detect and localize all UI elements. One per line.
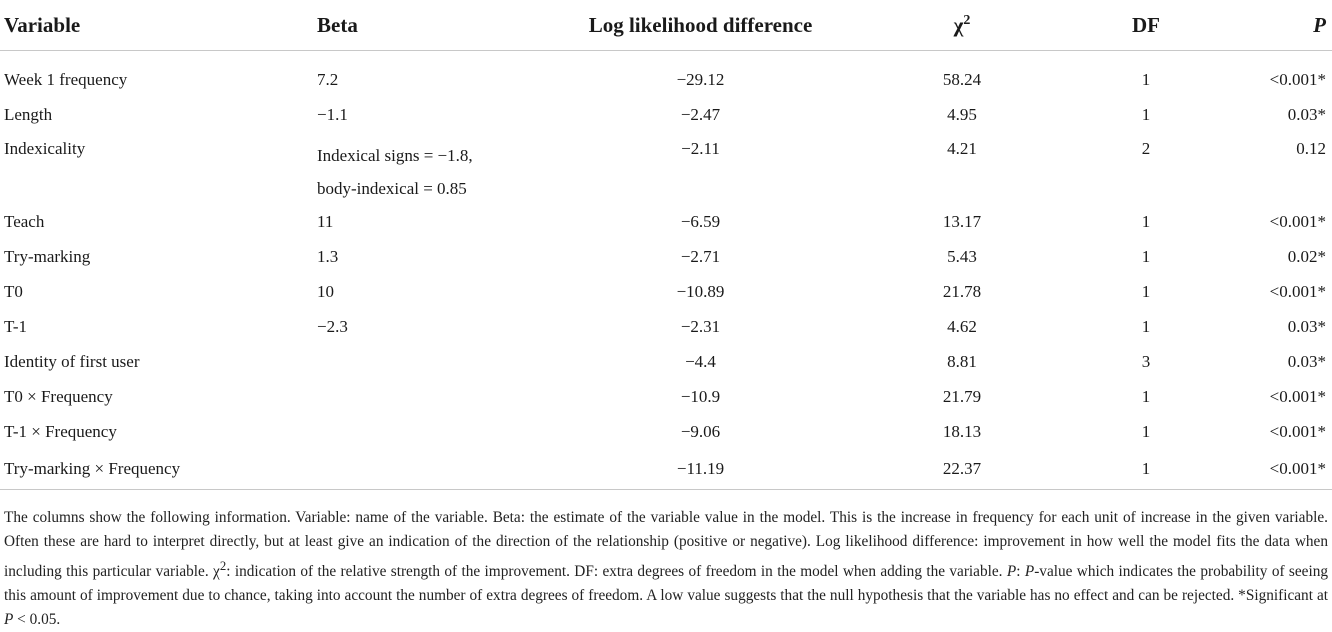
cell-chi-square: 4.95 [947,105,977,124]
cell-chi-square: 4.62 [947,317,977,336]
cell-df: 1 [1141,212,1151,231]
cell-p-value: <0.001* [1269,282,1326,301]
chi-symbol: χ [953,12,964,37]
cell-log-likelihood: −10.89 [676,282,725,301]
header-log-likelihood: Log likelihood difference [543,0,858,51]
cell-beta [313,98,543,133]
cell-variable: Try-marking [4,247,91,266]
cell-chi-square: 13.17 [942,212,982,231]
cell-p-value: <0.001* [1226,450,1332,490]
cell-log-likelihood: −2.71 [680,247,721,266]
cell-variable: Identity of first user [4,352,140,371]
footnote-p-italic-1: P [1006,563,1017,581]
cell-beta-line: 10 [317,282,334,301]
cell-variable: Week 1 frequency [4,70,128,90]
cell-variable: T0 [4,282,23,301]
header-df: DF [1066,0,1226,51]
cell-p-value: 0.02* [1287,247,1326,266]
table-row [0,310,1332,345]
cell-log-likelihood: −6.59 [680,212,721,231]
header-p: P [1226,0,1332,51]
cell-beta-line: 1.3 [317,247,339,266]
cell-beta [313,415,543,450]
cell-log-likelihood: −2.11 [681,138,720,158]
cell-log-likelihood: −10.9 [680,387,721,406]
cell-beta [313,51,543,98]
cell-df: 1 [1141,387,1151,406]
cell-chi-square: 22.37 [858,450,1066,490]
footnote-text-2: : indication of the relative strength of the improvement. DF: extra degrees of freedom in the model when adding the variable. [226,563,1007,581]
header-chi-square [858,0,1066,51]
table-row [0,275,1332,310]
header-variable: Variable [0,0,313,51]
cell-p-value: 0.03* [1287,317,1326,336]
cell-beta-line: 11 [317,212,334,231]
cell-log-likelihood: −4.4 [685,352,716,371]
cell-log-likelihood: −2.47 [680,105,721,124]
cell-beta-line: −2.3 [317,317,348,336]
cell-log-likelihood: −11.19 [543,450,858,490]
cell-chi-square: 8.81 [947,352,977,371]
cell-beta [313,275,543,310]
table-row [0,450,1332,490]
cell-variable: Indexicality [4,138,86,158]
cell-p-value: 0.03* [1287,105,1326,124]
cell-variable: T-1 [4,317,27,336]
cell-beta [313,205,543,240]
cell-beta [313,380,543,415]
header-beta: Beta [313,0,543,51]
cell-df: 1 [1066,450,1226,490]
table-row [0,415,1332,450]
table-row [0,345,1332,380]
table-footnote [4,506,1328,632]
cell-log-likelihood: −9.06 [680,422,721,441]
cell-p-value: 0.03* [1287,352,1326,371]
cell-variable: Teach [4,212,45,231]
cell-beta-line: body-indexical = 0.85 [317,178,467,198]
cell-p-value: <0.001* [1269,387,1326,406]
cell-chi-square: 4.21 [947,138,977,158]
cell-log-likelihood: −29.12 [676,70,725,90]
footnote-chi-superscript: 2 [219,559,227,573]
cell-p-value: <0.001* [1269,212,1326,231]
cell-log-likelihood: −2.31 [680,317,721,336]
cell-df: 1 [1141,247,1151,266]
table-header [0,0,1332,51]
footnote-p-italic-3: P [4,611,14,629]
cell-beta [313,450,543,490]
cell-df: 1 [1141,282,1151,301]
header-row [0,0,1332,51]
cell-p-value: <0.001* [1269,422,1326,441]
cell-p-value: 0.12 [1296,138,1326,158]
cell-variable: T0 × Frequency [4,387,113,406]
footnote-text-1: The columns show the following information. Variable: name of the variable. Beta: the estimate of the variable value in the model. This is the increase in frequency for each unit of increase in the given variable. Often these are hard to interpret directly, but at least give an indication of the direction of the relationship (positive or negative). Log likelihood difference: improvement in how well the model fits the data when including this particular variable. χ [4,509,1328,581]
cell-p-value: <0.001* [1269,70,1326,90]
cell-chi-square: 21.78 [942,282,982,301]
cell-chi-square: 58.24 [942,70,982,90]
cell-beta [313,310,543,345]
cell-chi-square: 5.43 [947,247,977,266]
cell-df: 2 [1141,138,1151,158]
table-body [0,51,1332,490]
footnote-text-4: -value which indicates the probability of seeing this amount of improvement due to chance, taking into account the number of extra degrees of freedom. A low value suggests that the null hypothesis that the variable has no effect and can be rejected. *Significant at [4,563,1329,605]
chi-superscript: 2 [963,12,971,28]
cell-variable: Try-marking × Frequency [0,450,313,490]
table-row [0,205,1332,240]
cell-chi-square: 21.79 [942,387,982,406]
cell-df: 1 [1141,422,1151,441]
cell-variable: Length [4,105,53,124]
cell-beta [313,133,543,205]
cell-df: 1 [1141,317,1151,336]
cell-df: 3 [1141,352,1151,371]
cell-beta-line: 7.2 [317,70,339,90]
table-row [0,240,1332,275]
footnote-p-italic-2: P [1024,563,1035,581]
footnote-text-3: : [1016,563,1025,581]
cell-beta-line: Indexical signs = −1.8, [317,145,473,165]
table-row [0,51,1332,98]
cell-beta [313,240,543,275]
table-row [0,98,1332,133]
cell-beta [313,345,543,380]
footnote-text-5: < 0.05. [13,611,61,629]
cell-beta-line: −1.1 [317,105,348,124]
cell-df: 1 [1141,105,1151,124]
cell-df: 1 [1141,70,1151,90]
table-row [0,133,1332,205]
table-row [0,380,1332,415]
cell-variable: T-1 × Frequency [4,422,117,441]
cell-chi-square: 18.13 [942,422,982,441]
